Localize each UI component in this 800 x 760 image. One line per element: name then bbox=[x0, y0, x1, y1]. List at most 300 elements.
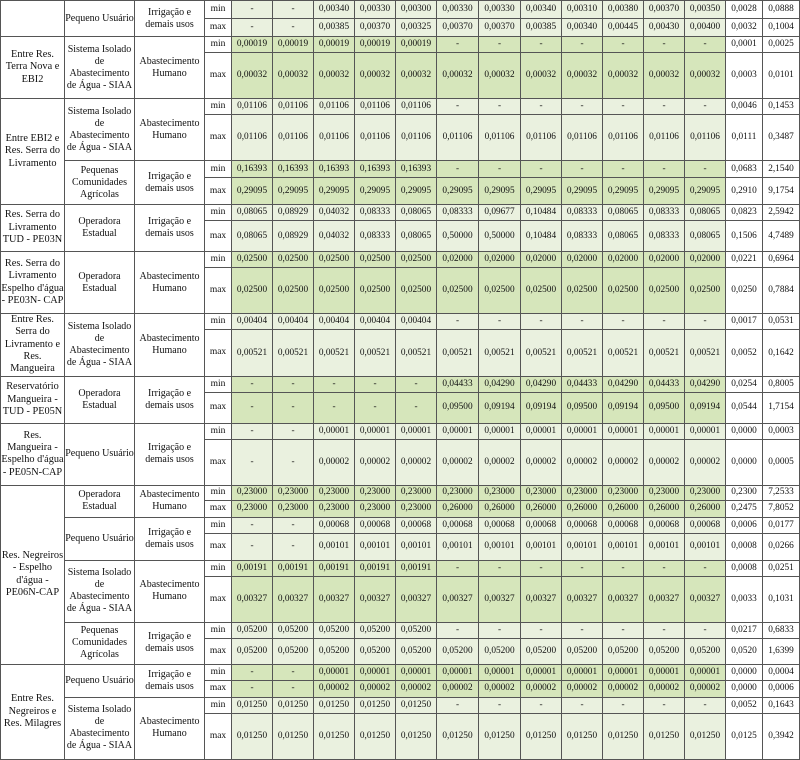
min-max-label: max bbox=[205, 638, 232, 664]
monthly-flow-cell: 0,00002 bbox=[685, 680, 726, 697]
total-flow-cell: 0,0000 bbox=[726, 423, 763, 439]
monthly-flow-cell: 0,00385 bbox=[521, 19, 562, 37]
monthly-flow-cell: 0,00032 bbox=[603, 53, 644, 99]
monthly-flow-cell: 0,29095 bbox=[562, 178, 603, 205]
monthly-flow-cell: 0,23000 bbox=[396, 500, 437, 517]
monthly-flow-cell: 0,02500 bbox=[437, 268, 479, 314]
monthly-flow-cell: 0,29095 bbox=[314, 178, 355, 205]
purpose-cell: Abastecimento Humano bbox=[135, 37, 205, 99]
monthly-flow-cell: 0,29095 bbox=[273, 178, 314, 205]
annual-volume-cell: 0,0025 bbox=[763, 37, 800, 53]
monthly-flow-cell: - bbox=[479, 37, 521, 53]
total-flow-cell: 0,0003 bbox=[726, 53, 763, 99]
monthly-flow-cell: 0,00191 bbox=[273, 560, 314, 576]
min-max-label: max bbox=[205, 576, 232, 622]
table-row bbox=[1, 622, 800, 638]
monthly-flow-cell: 0,00327 bbox=[396, 576, 437, 622]
monthly-flow-cell: 0,00019 bbox=[355, 37, 396, 53]
monthly-flow-cell: 0,00380 bbox=[603, 1, 644, 19]
monthly-flow-cell: - bbox=[603, 560, 644, 576]
reach-name-cell: Entre Res. Terra Nova e EBI2 bbox=[1, 37, 65, 99]
reach-name-cell: Res. Mangueira - Espelho d'água - PE05N-CAP bbox=[1, 423, 65, 485]
monthly-flow-cell: 0,00002 bbox=[479, 680, 521, 697]
monthly-flow-cell: 0,26000 bbox=[685, 500, 726, 517]
table-row bbox=[1, 99, 800, 115]
monthly-flow-cell: 0,08333 bbox=[562, 205, 603, 221]
monthly-flow-cell: 0,01250 bbox=[355, 713, 396, 759]
monthly-flow-cell: 0,00068 bbox=[479, 517, 521, 533]
monthly-flow-cell: - bbox=[479, 161, 521, 178]
monthly-flow-cell: 0,00032 bbox=[685, 53, 726, 99]
reach-name-cell: Res. Serra do Livramento TUD - PE03N bbox=[1, 205, 65, 252]
monthly-flow-cell: 0,08065 bbox=[396, 205, 437, 221]
monthly-flow-cell: 0,05200 bbox=[232, 638, 273, 664]
annual-volume-cell: 1,7154 bbox=[763, 392, 800, 423]
monthly-flow-cell: 0,01106 bbox=[479, 115, 521, 161]
monthly-flow-cell: 0,00001 bbox=[644, 423, 685, 439]
monthly-flow-cell: - bbox=[521, 622, 562, 638]
table-row bbox=[1, 161, 800, 178]
monthly-flow-cell: 0,01250 bbox=[396, 697, 437, 713]
monthly-flow-cell: 0,00370 bbox=[355, 19, 396, 37]
monthly-flow-cell: 0,08333 bbox=[355, 221, 396, 252]
monthly-flow-cell: 0,01250 bbox=[644, 713, 685, 759]
monthly-flow-cell: 0,00068 bbox=[355, 517, 396, 533]
monthly-flow-cell: 0,00521 bbox=[437, 330, 479, 377]
monthly-flow-cell: - bbox=[273, 517, 314, 533]
purpose-cell: Irrigação e demais usos bbox=[135, 622, 205, 664]
monthly-flow-cell: 0,02500 bbox=[355, 252, 396, 268]
user-type-cell: Pequeno Usuário bbox=[65, 423, 135, 485]
min-max-label: min bbox=[205, 485, 232, 500]
monthly-flow-cell: 0,00001 bbox=[396, 664, 437, 680]
purpose-cell: Irrigação e demais usos bbox=[135, 1, 205, 37]
monthly-flow-cell: 0,29095 bbox=[644, 178, 685, 205]
monthly-flow-cell: - bbox=[562, 622, 603, 638]
monthly-flow-cell: - bbox=[396, 376, 437, 392]
monthly-flow-cell: 0,09194 bbox=[685, 392, 726, 423]
min-max-label: min bbox=[205, 1, 232, 19]
monthly-flow-cell: - bbox=[232, 423, 273, 439]
total-flow-cell: 0,0001 bbox=[726, 37, 763, 53]
monthly-flow-cell: 0,01106 bbox=[314, 99, 355, 115]
table-row bbox=[1, 560, 800, 576]
monthly-flow-cell: - bbox=[273, 392, 314, 423]
monthly-flow-cell: 0,01250 bbox=[355, 697, 396, 713]
monthly-flow-cell: 0,02500 bbox=[396, 268, 437, 314]
monthly-flow-cell: - bbox=[521, 697, 562, 713]
monthly-flow-cell: 0,02500 bbox=[562, 268, 603, 314]
monthly-flow-cell: 0,02500 bbox=[603, 268, 644, 314]
monthly-flow-cell: - bbox=[521, 314, 562, 330]
monthly-flow-cell: 0,26000 bbox=[479, 500, 521, 517]
monthly-flow-cell: - bbox=[562, 37, 603, 53]
monthly-flow-cell: 0,01250 bbox=[562, 713, 603, 759]
total-flow-cell: 0,0520 bbox=[726, 638, 763, 664]
monthly-flow-cell: 0,01106 bbox=[521, 115, 562, 161]
user-type-cell: Pequeno Usuário bbox=[65, 517, 135, 560]
monthly-flow-cell: - bbox=[644, 622, 685, 638]
monthly-flow-cell: - bbox=[437, 697, 479, 713]
monthly-flow-cell: 0,05200 bbox=[396, 638, 437, 664]
monthly-flow-cell: 0,10484 bbox=[521, 221, 562, 252]
annual-volume-cell: 0,0177 bbox=[763, 517, 800, 533]
monthly-flow-cell: 0,00191 bbox=[314, 560, 355, 576]
annual-volume-cell: 2,1540 bbox=[763, 161, 800, 178]
monthly-flow-cell: 0,08065 bbox=[396, 221, 437, 252]
monthly-flow-cell: 0,00032 bbox=[437, 53, 479, 99]
monthly-flow-cell: 0,00404 bbox=[232, 314, 273, 330]
total-flow-cell: 0,0006 bbox=[726, 517, 763, 533]
monthly-flow-cell: - bbox=[273, 1, 314, 19]
user-type-cell: Pequenas Comunidades Agrícolas bbox=[65, 161, 135, 205]
monthly-flow-cell: 0,00032 bbox=[644, 53, 685, 99]
monthly-flow-cell: 0,26000 bbox=[521, 500, 562, 517]
monthly-flow-cell: 0,00032 bbox=[273, 53, 314, 99]
monthly-flow-cell: 0,05200 bbox=[644, 638, 685, 664]
monthly-flow-cell: 0,01250 bbox=[521, 713, 562, 759]
monthly-flow-cell: - bbox=[685, 560, 726, 576]
min-max-label: min bbox=[205, 423, 232, 439]
monthly-flow-cell: 0,23000 bbox=[603, 485, 644, 500]
monthly-flow-cell: - bbox=[437, 37, 479, 53]
min-max-label: max bbox=[205, 330, 232, 377]
monthly-flow-cell: - bbox=[562, 697, 603, 713]
total-flow-cell: 0,0008 bbox=[726, 560, 763, 576]
total-flow-cell: 0,0032 bbox=[726, 19, 763, 37]
monthly-flow-cell: 0,00521 bbox=[562, 330, 603, 377]
monthly-flow-cell: 0,16393 bbox=[396, 161, 437, 178]
monthly-flow-cell: - bbox=[232, 664, 273, 680]
total-flow-cell: 0,2300 bbox=[726, 485, 763, 500]
monthly-flow-cell: 0,00002 bbox=[355, 680, 396, 697]
monthly-flow-cell: 0,02500 bbox=[232, 252, 273, 268]
monthly-flow-cell: - bbox=[521, 99, 562, 115]
annual-volume-cell: 9,1754 bbox=[763, 178, 800, 205]
min-max-label: max bbox=[205, 115, 232, 161]
monthly-flow-cell: 0,05200 bbox=[273, 638, 314, 664]
monthly-flow-cell: 0,00370 bbox=[479, 19, 521, 37]
monthly-flow-cell: 0,00002 bbox=[521, 680, 562, 697]
monthly-flow-cell: - bbox=[273, 423, 314, 439]
monthly-flow-cell: 0,09677 bbox=[479, 205, 521, 221]
min-max-label: min bbox=[205, 314, 232, 330]
monthly-flow-cell: 0,26000 bbox=[437, 500, 479, 517]
monthly-flow-cell: - bbox=[273, 533, 314, 560]
total-flow-cell: 0,0000 bbox=[726, 664, 763, 680]
monthly-flow-cell: 0,09500 bbox=[644, 392, 685, 423]
monthly-flow-cell: 0,01106 bbox=[355, 115, 396, 161]
monthly-flow-cell: 0,00068 bbox=[562, 517, 603, 533]
purpose-cell: Abastecimento Humano bbox=[135, 99, 205, 161]
monthly-flow-cell: 0,00327 bbox=[479, 576, 521, 622]
monthly-flow-cell: 0,01250 bbox=[396, 713, 437, 759]
monthly-flow-cell: - bbox=[603, 99, 644, 115]
monthly-flow-cell: 0,00327 bbox=[273, 576, 314, 622]
annual-volume-cell: 0,6833 bbox=[763, 622, 800, 638]
user-type-cell: Sistema Isolado de Abastecimento de Água - SIAA bbox=[65, 37, 135, 99]
monthly-flow-cell: 0,00068 bbox=[644, 517, 685, 533]
monthly-flow-cell: 0,02500 bbox=[644, 268, 685, 314]
monthly-flow-cell: 0,00521 bbox=[314, 330, 355, 377]
monthly-flow-cell: 0,00330 bbox=[437, 1, 479, 19]
min-max-label: max bbox=[205, 439, 232, 485]
monthly-flow-cell: 0,23000 bbox=[232, 485, 273, 500]
monthly-flow-cell: 0,00327 bbox=[521, 576, 562, 622]
monthly-flow-cell: 0,23000 bbox=[314, 500, 355, 517]
reach-name-cell bbox=[1, 1, 65, 37]
monthly-flow-cell: 0,00521 bbox=[479, 330, 521, 377]
monthly-flow-cell: 0,00521 bbox=[603, 330, 644, 377]
monthly-flow-cell: 0,29095 bbox=[355, 178, 396, 205]
monthly-flow-cell: - bbox=[644, 560, 685, 576]
monthly-flow-cell: 0,16393 bbox=[314, 161, 355, 178]
monthly-flow-cell: 0,00068 bbox=[603, 517, 644, 533]
monthly-flow-cell: 0,00330 bbox=[479, 1, 521, 19]
monthly-flow-cell: - bbox=[603, 697, 644, 713]
monthly-flow-cell: 0,00521 bbox=[232, 330, 273, 377]
monthly-flow-cell: 0,00327 bbox=[437, 576, 479, 622]
monthly-flow-cell: 0,08065 bbox=[603, 221, 644, 252]
table-row bbox=[1, 485, 800, 500]
monthly-flow-cell: 0,00191 bbox=[232, 560, 273, 576]
monthly-flow-cell: 0,00325 bbox=[396, 19, 437, 37]
annual-volume-cell: 0,0266 bbox=[763, 533, 800, 560]
total-flow-cell: 0,0254 bbox=[726, 376, 763, 392]
monthly-flow-cell: 0,00001 bbox=[521, 664, 562, 680]
monthly-flow-cell: 0,05200 bbox=[603, 638, 644, 664]
monthly-flow-cell: - bbox=[562, 314, 603, 330]
monthly-flow-cell: 0,00327 bbox=[644, 576, 685, 622]
monthly-flow-cell: 0,00430 bbox=[644, 19, 685, 37]
annual-volume-cell: 0,1643 bbox=[763, 697, 800, 713]
total-flow-cell: 0,0125 bbox=[726, 713, 763, 759]
monthly-flow-cell: - bbox=[232, 19, 273, 37]
monthly-flow-cell: 0,05200 bbox=[273, 622, 314, 638]
monthly-flow-cell: 0,02500 bbox=[479, 268, 521, 314]
monthly-flow-cell: 0,05200 bbox=[232, 622, 273, 638]
monthly-flow-cell: 0,00001 bbox=[562, 664, 603, 680]
monthly-flow-cell: - bbox=[685, 314, 726, 330]
monthly-flow-cell: - bbox=[644, 37, 685, 53]
monthly-flow-cell: 0,00001 bbox=[562, 423, 603, 439]
monthly-flow-cell: 0,09500 bbox=[562, 392, 603, 423]
monthly-flow-cell: 0,01250 bbox=[314, 713, 355, 759]
annual-volume-cell: 0,1453 bbox=[763, 99, 800, 115]
total-flow-cell: 0,0683 bbox=[726, 161, 763, 178]
monthly-flow-cell: 0,05200 bbox=[685, 638, 726, 664]
monthly-flow-cell: 0,04433 bbox=[644, 376, 685, 392]
monthly-flow-cell: 0,00001 bbox=[396, 423, 437, 439]
min-max-label: min bbox=[205, 161, 232, 178]
min-max-label: max bbox=[205, 713, 232, 759]
total-flow-cell: 0,0250 bbox=[726, 268, 763, 314]
purpose-cell: Abastecimento Humano bbox=[135, 252, 205, 314]
monthly-flow-cell: 0,01106 bbox=[232, 99, 273, 115]
monthly-flow-cell: - bbox=[273, 680, 314, 697]
monthly-flow-cell: 0,00101 bbox=[396, 533, 437, 560]
min-max-label: max bbox=[205, 268, 232, 314]
table-row bbox=[1, 252, 800, 268]
annual-volume-cell: 0,1004 bbox=[763, 19, 800, 37]
user-type-cell: Sistema Isolado de Abastecimento de Água - SIAA bbox=[65, 314, 135, 377]
monthly-flow-cell: - bbox=[232, 680, 273, 697]
monthly-flow-cell: 0,00370 bbox=[437, 19, 479, 37]
monthly-flow-cell: 0,00404 bbox=[273, 314, 314, 330]
total-flow-cell: 0,0008 bbox=[726, 533, 763, 560]
annual-volume-cell: 0,0531 bbox=[763, 314, 800, 330]
monthly-flow-cell: 0,00521 bbox=[685, 330, 726, 377]
monthly-flow-cell: 0,00002 bbox=[685, 439, 726, 485]
monthly-flow-cell: - bbox=[232, 376, 273, 392]
monthly-flow-cell: 0,01250 bbox=[437, 713, 479, 759]
monthly-flow-cell: - bbox=[685, 37, 726, 53]
user-type-cell: Pequeno Usuário bbox=[65, 1, 135, 37]
monthly-flow-cell: 0,00327 bbox=[603, 576, 644, 622]
annual-volume-cell: 0,7884 bbox=[763, 268, 800, 314]
total-flow-cell: 0,0000 bbox=[726, 439, 763, 485]
monthly-flow-cell: 0,00002 bbox=[314, 680, 355, 697]
monthly-flow-cell: 0,00002 bbox=[437, 439, 479, 485]
monthly-flow-cell: 0,00019 bbox=[273, 37, 314, 53]
table-row bbox=[1, 37, 800, 53]
monthly-flow-cell: 0,02500 bbox=[314, 268, 355, 314]
monthly-flow-cell: 0,05200 bbox=[437, 638, 479, 664]
user-type-cell: Sistema Isolado de Abastecimento de Água - SIAA bbox=[65, 99, 135, 161]
monthly-flow-cell: 0,00002 bbox=[603, 680, 644, 697]
user-type-cell: Pequeno Usuário bbox=[65, 664, 135, 697]
total-flow-cell: 0,0028 bbox=[726, 1, 763, 19]
monthly-flow-cell: 0,00101 bbox=[685, 533, 726, 560]
monthly-flow-cell: 0,04290 bbox=[479, 376, 521, 392]
purpose-cell: Abastecimento Humano bbox=[135, 485, 205, 517]
monthly-flow-cell: 0,00002 bbox=[521, 439, 562, 485]
table-row bbox=[1, 423, 800, 439]
min-max-label: min bbox=[205, 664, 232, 680]
monthly-flow-cell: - bbox=[437, 560, 479, 576]
annual-volume-cell: 0,0888 bbox=[763, 1, 800, 19]
monthly-flow-cell: 0,23000 bbox=[437, 485, 479, 500]
monthly-flow-cell: 0,00101 bbox=[562, 533, 603, 560]
monthly-flow-cell: 0,00002 bbox=[314, 439, 355, 485]
total-flow-cell: 0,0017 bbox=[726, 314, 763, 330]
min-max-label: min bbox=[205, 517, 232, 533]
monthly-flow-cell: 0,00001 bbox=[603, 423, 644, 439]
monthly-flow-cell: 0,01106 bbox=[562, 115, 603, 161]
total-flow-cell: 0,0544 bbox=[726, 392, 763, 423]
monthly-flow-cell: 0,00002 bbox=[396, 439, 437, 485]
monthly-flow-cell: 0,01106 bbox=[232, 115, 273, 161]
min-max-label: max bbox=[205, 500, 232, 517]
monthly-flow-cell: 0,02000 bbox=[603, 252, 644, 268]
annual-volume-cell: 0,0006 bbox=[763, 680, 800, 697]
purpose-cell: Irrigação e demais usos bbox=[135, 205, 205, 252]
table-row bbox=[1, 697, 800, 713]
monthly-flow-cell: 0,09194 bbox=[479, 392, 521, 423]
monthly-flow-cell: - bbox=[396, 392, 437, 423]
monthly-flow-cell: 0,00404 bbox=[355, 314, 396, 330]
monthly-flow-cell: - bbox=[562, 560, 603, 576]
monthly-flow-cell: 0,08333 bbox=[355, 205, 396, 221]
annual-volume-cell: 0,3487 bbox=[763, 115, 800, 161]
monthly-flow-cell: 0,02500 bbox=[232, 268, 273, 314]
monthly-flow-cell: 0,01106 bbox=[273, 99, 314, 115]
monthly-flow-cell: - bbox=[644, 314, 685, 330]
monthly-flow-cell: 0,29095 bbox=[603, 178, 644, 205]
monthly-flow-cell: 0,04290 bbox=[685, 376, 726, 392]
monthly-flow-cell: - bbox=[273, 19, 314, 37]
monthly-flow-cell: - bbox=[273, 439, 314, 485]
min-max-label: max bbox=[205, 392, 232, 423]
monthly-flow-cell: 0,16393 bbox=[355, 161, 396, 178]
min-max-label: max bbox=[205, 53, 232, 99]
monthly-flow-cell: 0,00001 bbox=[644, 664, 685, 680]
monthly-flow-cell: 0,00521 bbox=[355, 330, 396, 377]
annual-volume-cell: 0,8005 bbox=[763, 376, 800, 392]
monthly-flow-cell: 0,00521 bbox=[521, 330, 562, 377]
min-max-label: min bbox=[205, 622, 232, 638]
monthly-flow-cell: 0,00404 bbox=[396, 314, 437, 330]
monthly-flow-cell: 0,00101 bbox=[355, 533, 396, 560]
monthly-flow-cell: 0,00101 bbox=[479, 533, 521, 560]
monthly-flow-cell: - bbox=[644, 99, 685, 115]
table-body bbox=[1, 1, 800, 760]
monthly-flow-cell: 0,29095 bbox=[232, 178, 273, 205]
user-type-cell: Operadora Estadual bbox=[65, 205, 135, 252]
monthly-flow-cell: - bbox=[521, 560, 562, 576]
monthly-flow-cell: - bbox=[644, 697, 685, 713]
monthly-flow-cell: - bbox=[685, 99, 726, 115]
monthly-flow-cell: 0,01250 bbox=[273, 713, 314, 759]
monthly-flow-cell: 0,00327 bbox=[685, 576, 726, 622]
purpose-cell: Irrigação e demais usos bbox=[135, 376, 205, 423]
monthly-flow-cell: 0,16393 bbox=[273, 161, 314, 178]
monthly-flow-cell: 0,09500 bbox=[437, 392, 479, 423]
monthly-flow-cell: 0,00002 bbox=[479, 439, 521, 485]
monthly-flow-cell: 0,05200 bbox=[314, 622, 355, 638]
monthly-flow-cell: - bbox=[603, 37, 644, 53]
total-flow-cell: 0,0033 bbox=[726, 576, 763, 622]
monthly-flow-cell: 0,23000 bbox=[396, 485, 437, 500]
monthly-flow-cell: 0,00370 bbox=[644, 1, 685, 19]
monthly-flow-cell: - bbox=[603, 314, 644, 330]
total-flow-cell: 0,0052 bbox=[726, 697, 763, 713]
total-flow-cell: 0,0823 bbox=[726, 205, 763, 221]
user-type-cell: Sistema Isolado de Abastecimento de Água - SIAA bbox=[65, 560, 135, 622]
user-type-cell: Pequenas Comunidades Agrícolas bbox=[65, 622, 135, 664]
monthly-flow-cell: 0,05200 bbox=[355, 622, 396, 638]
monthly-flow-cell: 0,04433 bbox=[562, 376, 603, 392]
monthly-flow-cell: 0,00002 bbox=[355, 439, 396, 485]
monthly-flow-cell: - bbox=[437, 314, 479, 330]
total-flow-cell: 0,0221 bbox=[726, 252, 763, 268]
monthly-flow-cell: 0,00385 bbox=[314, 19, 355, 37]
monthly-flow-cell: 0,00002 bbox=[562, 439, 603, 485]
monthly-flow-cell: 0,01106 bbox=[273, 115, 314, 161]
monthly-flow-cell: 0,00001 bbox=[603, 664, 644, 680]
monthly-flow-cell: 0,00001 bbox=[314, 423, 355, 439]
monthly-flow-cell: 0,08065 bbox=[232, 205, 273, 221]
monthly-flow-cell: 0,02000 bbox=[685, 252, 726, 268]
monthly-flow-cell: 0,23000 bbox=[479, 485, 521, 500]
monthly-flow-cell: - bbox=[314, 392, 355, 423]
monthly-flow-cell: 0,05200 bbox=[562, 638, 603, 664]
monthly-flow-cell: - bbox=[273, 376, 314, 392]
monthly-flow-cell: 0,23000 bbox=[273, 500, 314, 517]
purpose-cell: Abastecimento Humano bbox=[135, 314, 205, 377]
monthly-flow-cell: 0,01250 bbox=[273, 697, 314, 713]
monthly-flow-cell: 0,01106 bbox=[437, 115, 479, 161]
